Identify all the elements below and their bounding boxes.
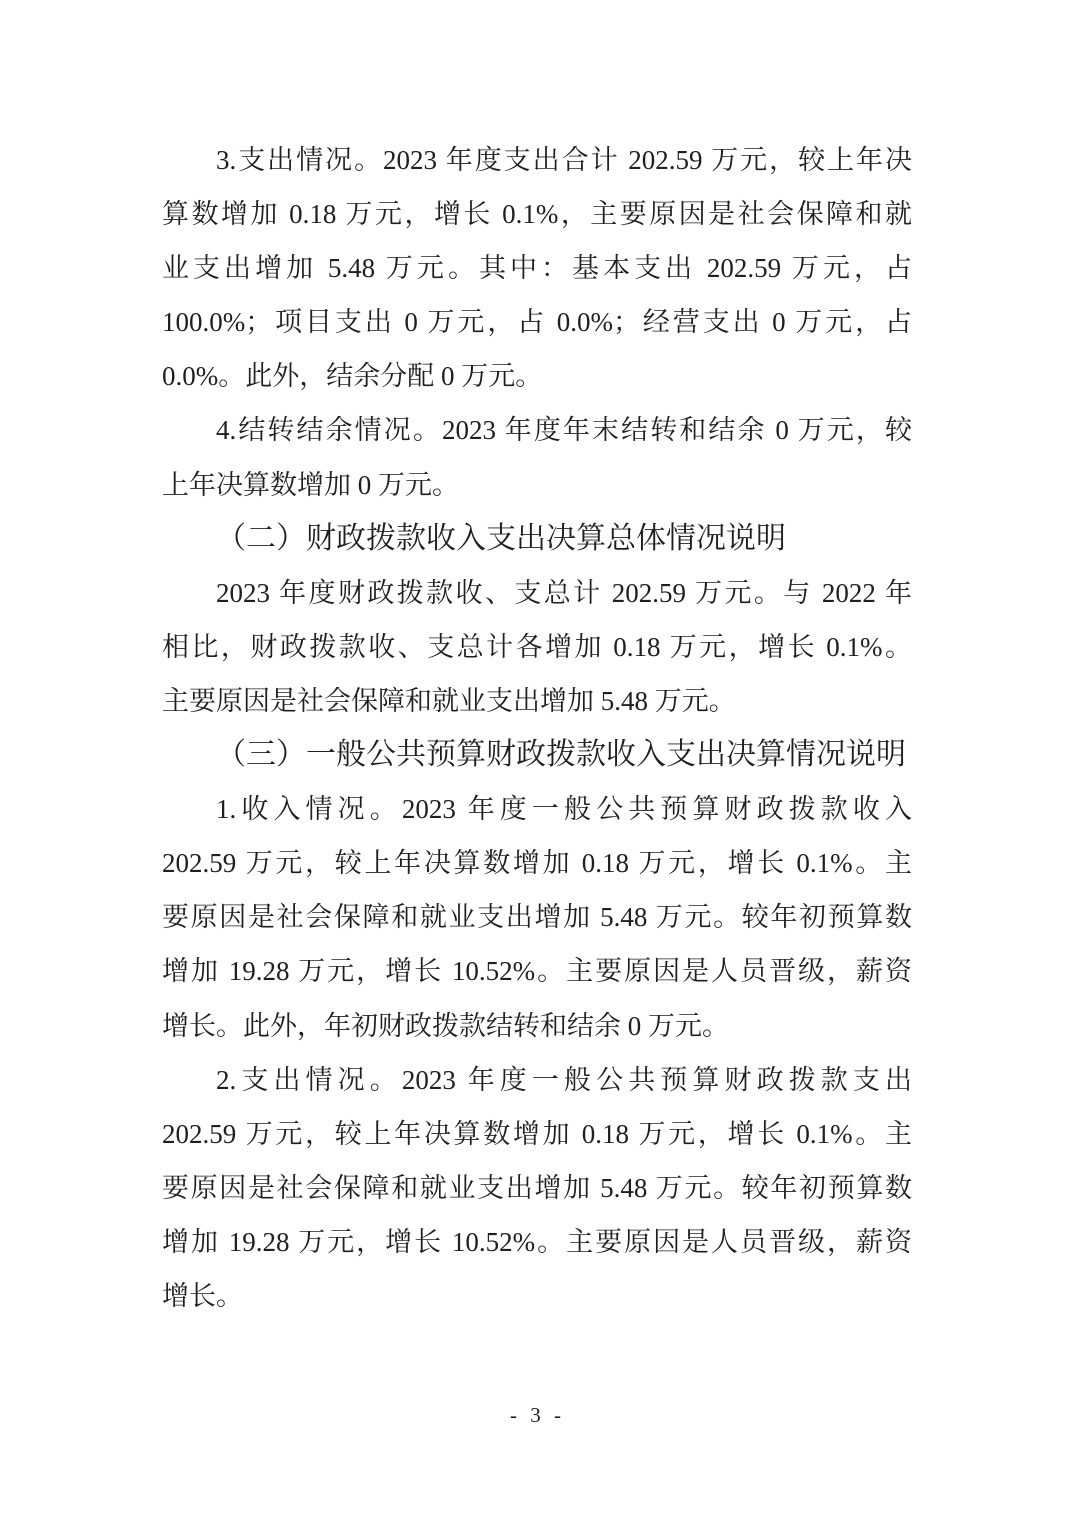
text-line: 要原因是社会保障和就业支出增加 5.48 万元。较年初预算数 [162, 902, 912, 933]
text-line: 1.收入情况。2023 年度一般公共预算财政拨款收入 [216, 794, 912, 825]
paragraph-fiscal-appropriation-total [162, 566, 912, 728]
page-number: - 3 - [510, 1403, 565, 1427]
text-line: 业支出增加 5.48 万元。其中：基本支出 202.59 万元，占 [162, 253, 912, 284]
text-line: 4.结转结余情况。2023 年度年末结转和结余 0 万元，较 [216, 415, 912, 446]
text-line: 202.59 万元，较上年决算数增加 0.18 万元，增长 0.1%。主 [162, 1118, 912, 1149]
text-line: 2.支出情况。2023 年度一般公共预算财政拨款支出 [216, 1064, 912, 1095]
text-line: 上年决算数增加 0 万元。 [162, 469, 459, 500]
heading-line: （三）一般公共预算财政拨款收入支出决算情况说明 [216, 738, 906, 772]
paragraph-carryover-overview [162, 403, 912, 511]
paragraph-general-budget-expenditure [162, 1053, 912, 1323]
text-line: 100.0%；项目支出 0 万元，占 0.0%；经营支出 0 万元，占 [162, 307, 912, 338]
text-line: 增长。 [162, 1280, 243, 1311]
text-line: 算数增加 0.18 万元，增长 0.1%，主要原因是社会保障和就 [162, 199, 912, 230]
paragraph-expenditure-overview [162, 133, 912, 403]
text-line: 要原因是社会保障和就业支出增加 5.48 万元。较年初预算数 [162, 1172, 912, 1203]
section-heading-three [162, 728, 912, 782]
paragraph-general-budget-income [162, 782, 912, 1052]
document-body [162, 133, 912, 1323]
text-line: 主要原因是社会保障和就业支出增加 5.48 万元。 [162, 685, 736, 716]
text-line: 3.支出情况。2023 年度支出合计 202.59 万元，较上年决 [216, 145, 912, 175]
section-heading-two [162, 512, 912, 566]
text-line: 202.59 万元，较上年决算数增加 0.18 万元，增长 0.1%。主 [162, 848, 912, 879]
text-line: 2023 年度财政拨款收、支总计 202.59 万元。与 2022 年 [216, 577, 912, 608]
text-line: 增加 19.28 万元，增长 10.52%。主要原因是人员晋级，薪资 [162, 956, 912, 987]
text-line: 增加 19.28 万元，增长 10.52%。主要原因是人员晋级，薪资 [162, 1226, 912, 1257]
text-line: 增长。此外，年初财政拨款结转和结余 0 万元。 [162, 1010, 729, 1041]
text-line: 0.0%。此外，结余分配 0 万元。 [162, 361, 543, 392]
heading-line: （二）财政拨款收入支出决算总体情况说明 [216, 521, 786, 555]
text-line: 相比，财政拨款收、支总计各增加 0.18 万元，增长 0.1%。 [162, 631, 912, 662]
